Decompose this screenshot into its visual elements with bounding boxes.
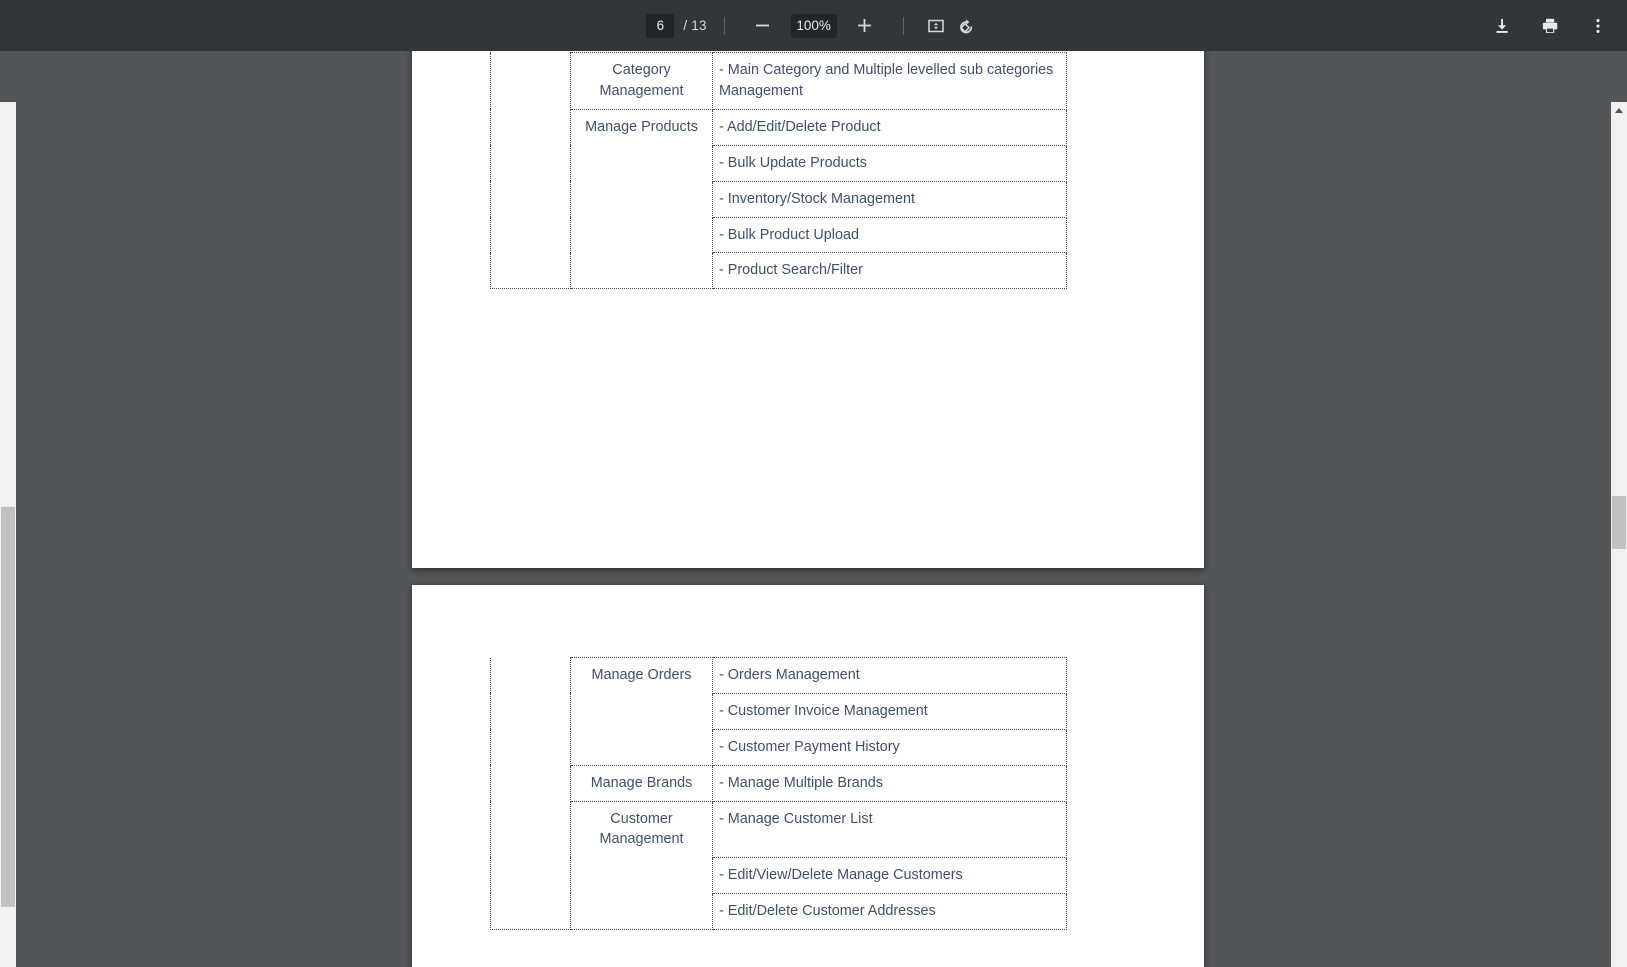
- minus-icon: [754, 17, 771, 34]
- table-row: [491, 253, 1067, 289]
- table-row: [491, 109, 1067, 145]
- table-row: [491, 658, 1067, 694]
- toolbar-divider-1: [724, 17, 725, 35]
- cell-submodule: [571, 217, 713, 253]
- fit-to-page-icon: [926, 16, 946, 36]
- cell-feature: - Add/Edit/Delete Product: [713, 109, 1067, 145]
- table-row: [491, 217, 1067, 253]
- cell-submodule: Manage Products: [571, 109, 713, 145]
- download-button[interactable]: [1487, 11, 1517, 41]
- pdf-toolbar: [0, 0, 1627, 51]
- table-row: [491, 53, 1067, 110]
- cell-module: [491, 53, 571, 110]
- cell-module: [491, 109, 571, 145]
- cell-feature: - Product Search/Filter: [713, 253, 1067, 289]
- more-options-button[interactable]: [1583, 11, 1613, 41]
- table-row: [491, 693, 1067, 729]
- cell-feature: - Bulk Update Products: [713, 145, 1067, 181]
- cell-feature: - Main Category and Multiple levelled sub categories Management: [713, 53, 1067, 110]
- zoom-level-input[interactable]: 100%: [791, 14, 837, 38]
- table-row: [491, 801, 1067, 857]
- print-button[interactable]: [1535, 11, 1565, 41]
- cell-submodule: Manage Orders: [571, 658, 713, 694]
- zoom-in-button[interactable]: [850, 11, 880, 41]
- fit-to-page-button[interactable]: [921, 11, 951, 41]
- cell-feature: - Customer Payment History: [713, 729, 1067, 765]
- cell-module: [491, 765, 571, 801]
- vertical-scrollbar[interactable]: [1611, 102, 1627, 967]
- zoom-out-button[interactable]: [748, 11, 778, 41]
- rotate-button[interactable]: [951, 11, 981, 41]
- cell-module: [491, 857, 571, 893]
- cell-module: [491, 253, 571, 289]
- table-row: [491, 145, 1067, 181]
- pdf-page-6: [412, 51, 1204, 568]
- cell-module: [491, 801, 571, 857]
- feature-table-page-7: [490, 657, 1067, 930]
- toolbar-divider-2: [903, 17, 904, 35]
- table-row: [491, 181, 1067, 217]
- vertical-scrollbar-thumb[interactable]: [1612, 496, 1626, 549]
- cell-submodule: [571, 145, 713, 181]
- cell-submodule: [571, 893, 713, 929]
- table-row: [491, 729, 1067, 765]
- cell-module: [491, 145, 571, 181]
- page-number-input[interactable]: [646, 14, 674, 38]
- scroll-up-arrow[interactable]: [1611, 102, 1627, 119]
- cell-submodule: [571, 181, 713, 217]
- feature-table-page-6: [490, 51, 1067, 289]
- page-total-label: / 13: [683, 18, 707, 33]
- cell-feature: - Edit/View/Delete Manage Customers: [713, 857, 1067, 893]
- cell-submodule: [571, 253, 713, 289]
- cell-module: [491, 658, 571, 694]
- plus-icon: [856, 17, 873, 34]
- cell-module: [491, 729, 571, 765]
- cell-feature: - Bulk Product Upload: [713, 217, 1067, 253]
- table-row: [491, 893, 1067, 929]
- cell-module: [491, 893, 571, 929]
- toolbar-right-group: [1487, 0, 1613, 51]
- cell-feature: - Customer Invoice Management: [713, 693, 1067, 729]
- secondary-vertical-scrollbar[interactable]: [0, 102, 16, 967]
- cell-feature: - Inventory/Stock Management: [713, 181, 1067, 217]
- cell-module: [491, 217, 571, 253]
- cell-feature: - Manage Customer List: [713, 801, 1067, 857]
- cell-feature: - Manage Multiple Brands: [713, 765, 1067, 801]
- secondary-scrollbar-thumb[interactable]: [1, 507, 15, 907]
- cell-submodule: Category Management: [571, 53, 713, 110]
- rotate-clockwise-icon: [956, 16, 976, 36]
- pdf-page-7: [412, 585, 1204, 967]
- cell-submodule: [571, 729, 713, 765]
- toolbar-center-group: [0, 0, 1627, 51]
- cell-submodule: [571, 857, 713, 893]
- download-icon: [1492, 16, 1512, 36]
- cell-feature: - Orders Management: [713, 658, 1067, 694]
- triangle-up-icon: [1615, 108, 1623, 113]
- table-row: [491, 857, 1067, 893]
- cell-feature: - Edit/Delete Customer Addresses: [713, 893, 1067, 929]
- cell-submodule: [571, 693, 713, 729]
- more-options-icon: [1588, 16, 1608, 36]
- cell-module: [491, 181, 571, 217]
- cell-submodule: Manage Brands: [571, 765, 713, 801]
- cell-submodule: Customer Management: [571, 801, 713, 857]
- cell-module: [491, 693, 571, 729]
- print-icon: [1540, 16, 1560, 36]
- pdf-page-container[interactable]: [0, 51, 1627, 967]
- table-row: [491, 765, 1067, 801]
